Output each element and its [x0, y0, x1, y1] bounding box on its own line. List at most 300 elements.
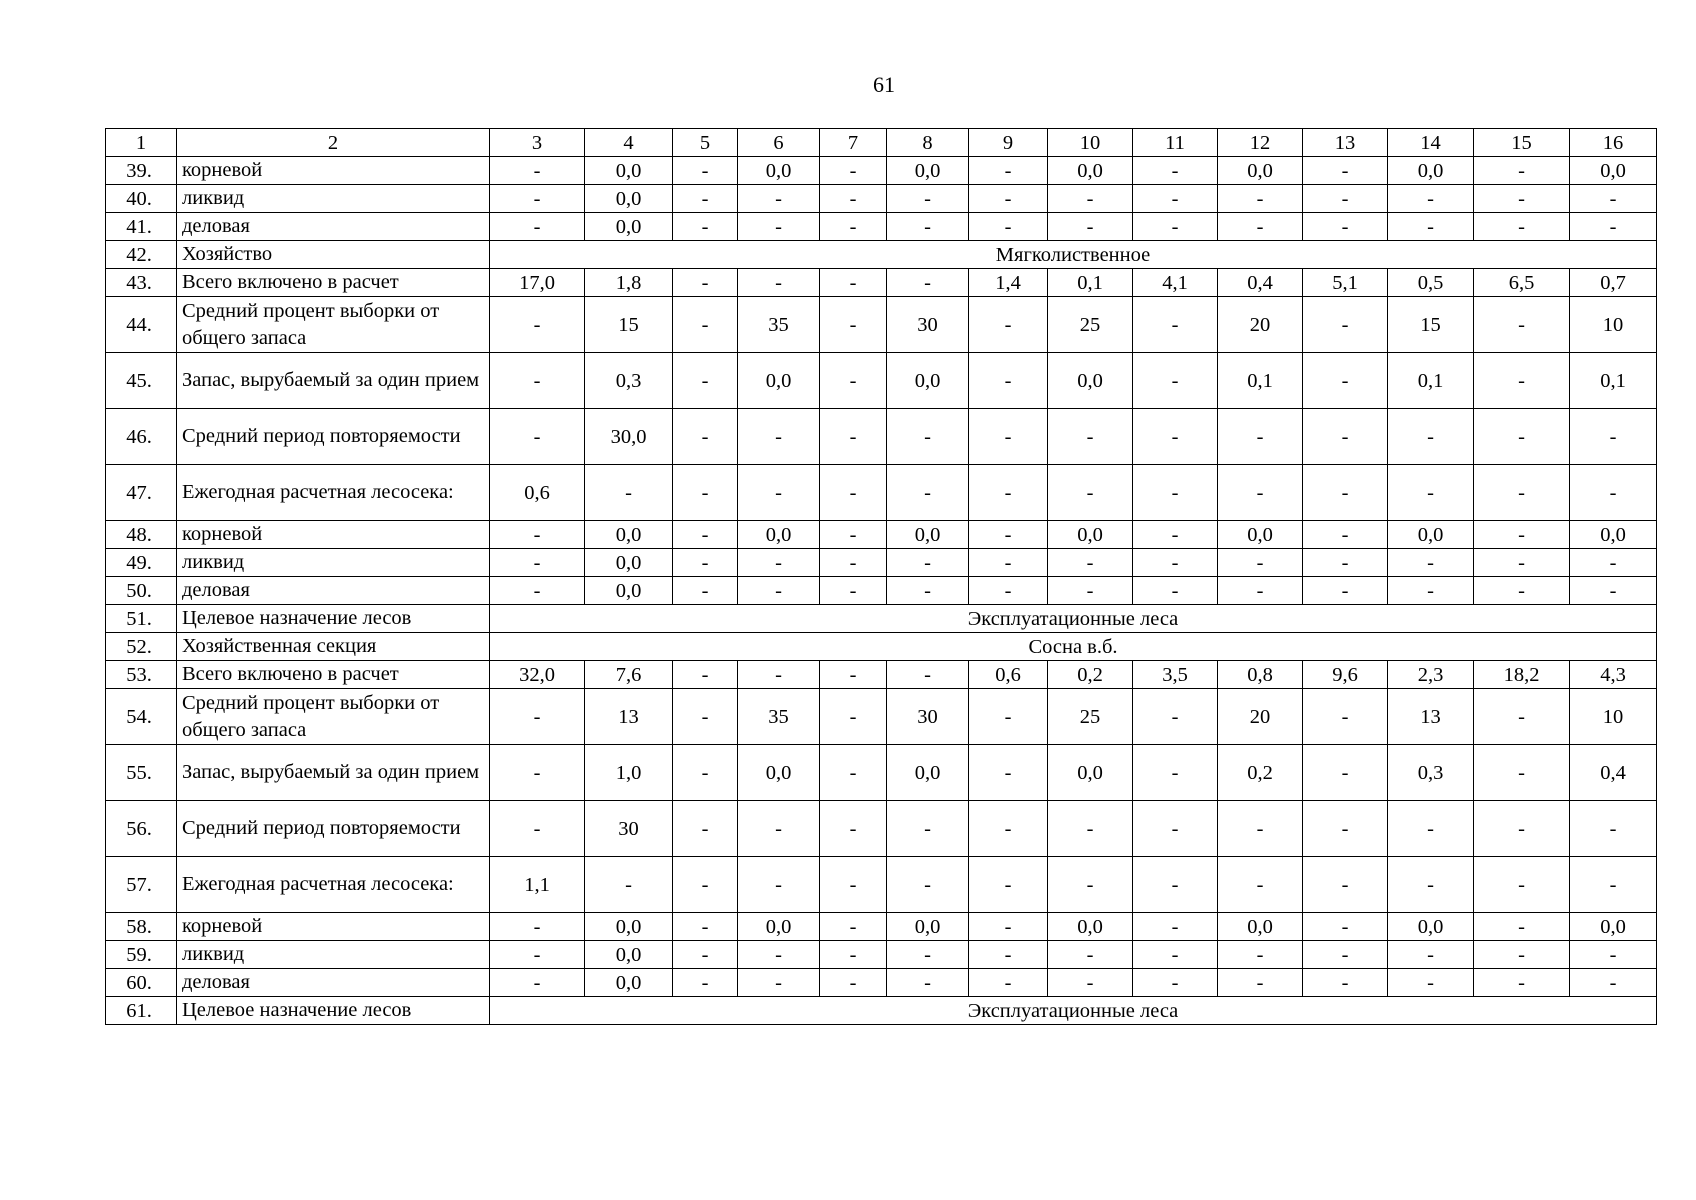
value-cell: 1,4: [969, 269, 1048, 297]
value-cell: -: [1570, 857, 1657, 913]
row-label: Запас, вырубаемый за один прием: [177, 353, 490, 409]
value-cell: -: [887, 801, 969, 857]
row-number: 60.: [106, 969, 177, 997]
value-cell: -: [887, 577, 969, 605]
table-row: [106, 857, 1657, 913]
value-cell: -: [1303, 745, 1388, 801]
table-row: [106, 577, 1657, 605]
value-cell: -: [820, 661, 887, 689]
table-row: [106, 801, 1657, 857]
value-cell: -: [673, 969, 738, 997]
value-cell: -: [1048, 801, 1133, 857]
value-cell: 0,1: [1388, 353, 1474, 409]
value-cell: -: [1303, 297, 1388, 353]
value-cell: -: [1388, 857, 1474, 913]
value-cell: -: [738, 857, 820, 913]
value-cell: 0,0: [1570, 913, 1657, 941]
row-label: деловая: [177, 577, 490, 605]
value-cell: -: [1218, 801, 1303, 857]
value-cell: -: [738, 661, 820, 689]
value-cell: -: [820, 213, 887, 241]
table-row: [106, 689, 1657, 745]
value-cell: 0,0: [1048, 157, 1133, 185]
value-cell: -: [969, 969, 1048, 997]
value-cell: 0,0: [1048, 353, 1133, 409]
row-label: Целевое назначение лесов: [177, 605, 490, 633]
value-cell: -: [1133, 353, 1218, 409]
row-number: 55.: [106, 745, 177, 801]
value-cell: -: [1474, 577, 1570, 605]
value-cell: -: [490, 549, 585, 577]
value-cell: 0,4: [1570, 745, 1657, 801]
table-row: [106, 269, 1657, 297]
value-cell: -: [820, 269, 887, 297]
row-label: ликвид: [177, 941, 490, 969]
value-cell: 30: [887, 297, 969, 353]
value-cell: -: [1133, 297, 1218, 353]
header-cell: 3: [490, 129, 585, 157]
value-cell: -: [1570, 549, 1657, 577]
row-number: 56.: [106, 801, 177, 857]
value-cell: -: [1474, 857, 1570, 913]
value-cell: 0,1: [1570, 353, 1657, 409]
value-cell: -: [490, 577, 585, 605]
value-cell: 35: [738, 297, 820, 353]
merged-value-cell: Эксплуатационные леса: [490, 997, 1657, 1025]
value-cell: -: [1218, 549, 1303, 577]
value-cell: -: [1303, 689, 1388, 745]
value-cell: -: [969, 549, 1048, 577]
value-cell: 0,3: [1388, 745, 1474, 801]
value-cell: 15: [585, 297, 673, 353]
table-row: [106, 353, 1657, 409]
value-cell: 0,0: [585, 213, 673, 241]
value-cell: -: [1303, 213, 1388, 241]
value-cell: 0,2: [1218, 745, 1303, 801]
value-cell: -: [1474, 521, 1570, 549]
value-cell: -: [969, 185, 1048, 213]
value-cell: -: [820, 941, 887, 969]
header-cell: 7: [820, 129, 887, 157]
value-cell: -: [1133, 409, 1218, 465]
value-cell: -: [1133, 913, 1218, 941]
value-cell: -: [1133, 549, 1218, 577]
value-cell: 0,0: [1218, 913, 1303, 941]
value-cell: 4,3: [1570, 661, 1657, 689]
value-cell: -: [1388, 941, 1474, 969]
row-number: 49.: [106, 549, 177, 577]
value-cell: -: [1133, 465, 1218, 521]
row-number: 48.: [106, 521, 177, 549]
value-cell: -: [1388, 213, 1474, 241]
value-cell: 25: [1048, 297, 1133, 353]
row-number: 61.: [106, 997, 177, 1025]
row-number: 46.: [106, 409, 177, 465]
value-cell: -: [820, 745, 887, 801]
value-cell: -: [673, 745, 738, 801]
value-cell: 10: [1570, 689, 1657, 745]
row-number: 58.: [106, 913, 177, 941]
value-cell: 0,0: [1388, 521, 1474, 549]
value-cell: -: [1133, 801, 1218, 857]
value-cell: 0,0: [1388, 913, 1474, 941]
value-cell: -: [673, 465, 738, 521]
value-cell: 0,0: [887, 913, 969, 941]
value-cell: 0,1: [1048, 269, 1133, 297]
value-cell: 0,0: [1570, 157, 1657, 185]
value-cell: -: [1388, 409, 1474, 465]
table-row: [106, 661, 1657, 689]
value-cell: -: [969, 213, 1048, 241]
value-cell: 30,0: [585, 409, 673, 465]
value-cell: 30: [887, 689, 969, 745]
value-cell: -: [820, 913, 887, 941]
value-cell: 0,0: [887, 521, 969, 549]
row-label: корневой: [177, 157, 490, 185]
value-cell: -: [673, 661, 738, 689]
value-cell: 0,0: [738, 521, 820, 549]
row-label: Всего включено в расчет: [177, 661, 490, 689]
value-cell: -: [887, 549, 969, 577]
value-cell: -: [1388, 969, 1474, 997]
value-cell: -: [969, 297, 1048, 353]
value-cell: -: [1303, 157, 1388, 185]
value-cell: -: [1474, 465, 1570, 521]
value-cell: 0,6: [490, 465, 585, 521]
value-cell: -: [1570, 465, 1657, 521]
value-cell: -: [1474, 689, 1570, 745]
value-cell: 0,0: [887, 353, 969, 409]
value-cell: 0,4: [1218, 269, 1303, 297]
value-cell: 15: [1388, 297, 1474, 353]
value-cell: 0,7: [1570, 269, 1657, 297]
value-cell: -: [1303, 353, 1388, 409]
value-cell: -: [738, 549, 820, 577]
value-cell: -: [820, 801, 887, 857]
page-number: 61: [873, 72, 895, 97]
value-cell: -: [673, 521, 738, 549]
value-cell: 0,1: [1218, 353, 1303, 409]
value-cell: 0,0: [585, 521, 673, 549]
value-cell: -: [887, 185, 969, 213]
forest-calculation-table: [105, 128, 1657, 1025]
value-cell: -: [1218, 969, 1303, 997]
value-cell: -: [585, 465, 673, 521]
value-cell: -: [969, 409, 1048, 465]
value-cell: -: [1474, 969, 1570, 997]
value-cell: -: [1474, 913, 1570, 941]
header-cell: 13: [1303, 129, 1388, 157]
value-cell: -: [673, 157, 738, 185]
value-cell: -: [969, 353, 1048, 409]
table-row: [106, 185, 1657, 213]
header-cell: 14: [1388, 129, 1474, 157]
table-row: [106, 409, 1657, 465]
value-cell: -: [1048, 213, 1133, 241]
value-cell: -: [738, 185, 820, 213]
value-cell: -: [738, 577, 820, 605]
value-cell: -: [1303, 941, 1388, 969]
value-cell: -: [1048, 409, 1133, 465]
row-label: корневой: [177, 521, 490, 549]
value-cell: -: [1388, 465, 1474, 521]
value-cell: 0,0: [1218, 157, 1303, 185]
value-cell: 18,2: [1474, 661, 1570, 689]
header-cell: 10: [1048, 129, 1133, 157]
value-cell: -: [1570, 409, 1657, 465]
row-number: 57.: [106, 857, 177, 913]
value-cell: -: [673, 549, 738, 577]
value-cell: 10: [1570, 297, 1657, 353]
row-label: Хозяйство: [177, 241, 490, 269]
value-cell: -: [1218, 409, 1303, 465]
value-cell: -: [820, 689, 887, 745]
row-label: деловая: [177, 969, 490, 997]
value-cell: 0,0: [887, 157, 969, 185]
row-label: Средний процент выборки от общего запаса: [177, 689, 490, 745]
row-number: 42.: [106, 241, 177, 269]
value-cell: 0,0: [887, 745, 969, 801]
value-cell: 0,0: [1388, 157, 1474, 185]
value-cell: 17,0: [490, 269, 585, 297]
value-cell: -: [1133, 689, 1218, 745]
value-cell: -: [1474, 941, 1570, 969]
value-cell: -: [738, 801, 820, 857]
value-cell: -: [1133, 213, 1218, 241]
row-label: Ежегодная расчетная лесосека:: [177, 857, 490, 913]
value-cell: -: [1474, 801, 1570, 857]
value-cell: -: [490, 913, 585, 941]
value-cell: 0,0: [585, 185, 673, 213]
value-cell: 5,1: [1303, 269, 1388, 297]
value-cell: -: [1133, 185, 1218, 213]
value-cell: -: [490, 521, 585, 549]
row-number: 59.: [106, 941, 177, 969]
value-cell: 25: [1048, 689, 1133, 745]
table-row: [106, 745, 1657, 801]
header-cell: 1: [106, 129, 177, 157]
value-cell: 35: [738, 689, 820, 745]
value-cell: -: [1218, 857, 1303, 913]
value-cell: -: [887, 465, 969, 521]
value-cell: 0,0: [738, 353, 820, 409]
value-cell: -: [490, 157, 585, 185]
value-cell: 0,0: [585, 913, 673, 941]
value-cell: -: [490, 213, 585, 241]
value-cell: 0,3: [585, 353, 673, 409]
header-cell: 4: [585, 129, 673, 157]
value-cell: -: [673, 689, 738, 745]
header-cell: 6: [738, 129, 820, 157]
value-cell: -: [1048, 549, 1133, 577]
row-label: Запас, вырубаемый за один прием: [177, 745, 490, 801]
header-cell: 5: [673, 129, 738, 157]
table-row: [106, 941, 1657, 969]
value-cell: -: [1570, 801, 1657, 857]
value-cell: -: [1570, 213, 1657, 241]
row-number: 41.: [106, 213, 177, 241]
value-cell: -: [490, 745, 585, 801]
value-cell: -: [673, 297, 738, 353]
value-cell: -: [1218, 185, 1303, 213]
value-cell: 0,0: [1570, 521, 1657, 549]
value-cell: -: [738, 941, 820, 969]
value-cell: -: [820, 409, 887, 465]
row-label: Всего включено в расчет: [177, 269, 490, 297]
value-cell: -: [490, 941, 585, 969]
value-cell: -: [673, 269, 738, 297]
row-label: Средний период повторяемости: [177, 409, 490, 465]
table-row: [106, 521, 1657, 549]
value-cell: -: [969, 857, 1048, 913]
row-label: Целевое назначение лесов: [177, 997, 490, 1025]
row-label: Ежегодная расчетная лесосека:: [177, 465, 490, 521]
row-label: деловая: [177, 213, 490, 241]
header-cell: 15: [1474, 129, 1570, 157]
header-cell: 16: [1570, 129, 1657, 157]
value-cell: -: [820, 969, 887, 997]
value-cell: 2,3: [1388, 661, 1474, 689]
value-cell: -: [1133, 521, 1218, 549]
value-cell: -: [887, 409, 969, 465]
value-cell: 13: [1388, 689, 1474, 745]
row-number: 39.: [106, 157, 177, 185]
value-cell: -: [1218, 213, 1303, 241]
row-label: Средний период повторяемости: [177, 801, 490, 857]
value-cell: -: [820, 185, 887, 213]
value-cell: -: [887, 213, 969, 241]
value-cell: -: [1133, 157, 1218, 185]
value-cell: -: [673, 941, 738, 969]
value-cell: -: [820, 465, 887, 521]
value-cell: -: [1218, 465, 1303, 521]
value-cell: -: [1474, 409, 1570, 465]
value-cell: -: [490, 689, 585, 745]
value-cell: 7,6: [585, 661, 673, 689]
value-cell: 0,8: [1218, 661, 1303, 689]
value-cell: -: [1474, 213, 1570, 241]
value-cell: -: [585, 857, 673, 913]
value-cell: -: [1303, 969, 1388, 997]
value-cell: -: [1570, 577, 1657, 605]
value-cell: 0,0: [585, 941, 673, 969]
value-cell: 0,0: [1048, 521, 1133, 549]
value-cell: 3,5: [1133, 661, 1218, 689]
value-cell: -: [1474, 185, 1570, 213]
value-cell: -: [1303, 577, 1388, 605]
value-cell: -: [490, 801, 585, 857]
value-cell: -: [820, 157, 887, 185]
table-row: [106, 213, 1657, 241]
value-cell: 0,0: [585, 157, 673, 185]
value-cell: -: [1048, 857, 1133, 913]
value-cell: -: [887, 969, 969, 997]
row-number: 44.: [106, 297, 177, 353]
value-cell: -: [820, 353, 887, 409]
table-row: [106, 297, 1657, 353]
row-label: ликвид: [177, 549, 490, 577]
value-cell: -: [738, 969, 820, 997]
table-row: [106, 969, 1657, 997]
value-cell: -: [673, 409, 738, 465]
row-number: 50.: [106, 577, 177, 605]
value-cell: -: [969, 157, 1048, 185]
value-cell: -: [673, 185, 738, 213]
value-cell: -: [1133, 745, 1218, 801]
header-cell: 11: [1133, 129, 1218, 157]
value-cell: -: [1388, 549, 1474, 577]
value-cell: -: [969, 913, 1048, 941]
value-cell: -: [1303, 521, 1388, 549]
value-cell: 0,0: [585, 577, 673, 605]
value-cell: -: [1474, 157, 1570, 185]
value-cell: 20: [1218, 297, 1303, 353]
value-cell: -: [1133, 857, 1218, 913]
value-cell: -: [969, 465, 1048, 521]
value-cell: -: [820, 297, 887, 353]
value-cell: 0,6: [969, 661, 1048, 689]
table-row: [106, 549, 1657, 577]
value-cell: -: [1388, 185, 1474, 213]
table-row: [106, 997, 1657, 1025]
value-cell: -: [969, 689, 1048, 745]
value-cell: -: [820, 857, 887, 913]
value-cell: -: [887, 269, 969, 297]
value-cell: 0,0: [1218, 521, 1303, 549]
value-cell: -: [969, 745, 1048, 801]
value-cell: -: [738, 465, 820, 521]
value-cell: -: [1303, 913, 1388, 941]
value-cell: -: [673, 857, 738, 913]
value-cell: -: [738, 409, 820, 465]
value-cell: -: [738, 213, 820, 241]
value-cell: -: [490, 353, 585, 409]
row-number: 54.: [106, 689, 177, 745]
value-cell: -: [490, 297, 585, 353]
value-cell: -: [820, 549, 887, 577]
row-number: 47.: [106, 465, 177, 521]
value-cell: -: [490, 185, 585, 213]
value-cell: 0,2: [1048, 661, 1133, 689]
value-cell: 0,0: [585, 549, 673, 577]
value-cell: -: [820, 577, 887, 605]
value-cell: -: [1474, 549, 1570, 577]
header-row: [106, 129, 1657, 157]
value-cell: -: [1048, 185, 1133, 213]
value-cell: 0,0: [738, 157, 820, 185]
row-number: 51.: [106, 605, 177, 633]
value-cell: -: [969, 801, 1048, 857]
table-row: [106, 241, 1657, 269]
value-cell: -: [1388, 801, 1474, 857]
value-cell: -: [1303, 409, 1388, 465]
value-cell: -: [1474, 353, 1570, 409]
row-number: 43.: [106, 269, 177, 297]
value-cell: 0,0: [738, 913, 820, 941]
value-cell: 0,0: [1048, 913, 1133, 941]
row-number: 53.: [106, 661, 177, 689]
value-cell: -: [490, 969, 585, 997]
value-cell: -: [887, 941, 969, 969]
value-cell: 1,1: [490, 857, 585, 913]
value-cell: -: [738, 269, 820, 297]
value-cell: -: [1303, 549, 1388, 577]
table-row: [106, 157, 1657, 185]
value-cell: -: [969, 941, 1048, 969]
table-row: [106, 633, 1657, 661]
value-cell: -: [1048, 577, 1133, 605]
value-cell: -: [1570, 969, 1657, 997]
